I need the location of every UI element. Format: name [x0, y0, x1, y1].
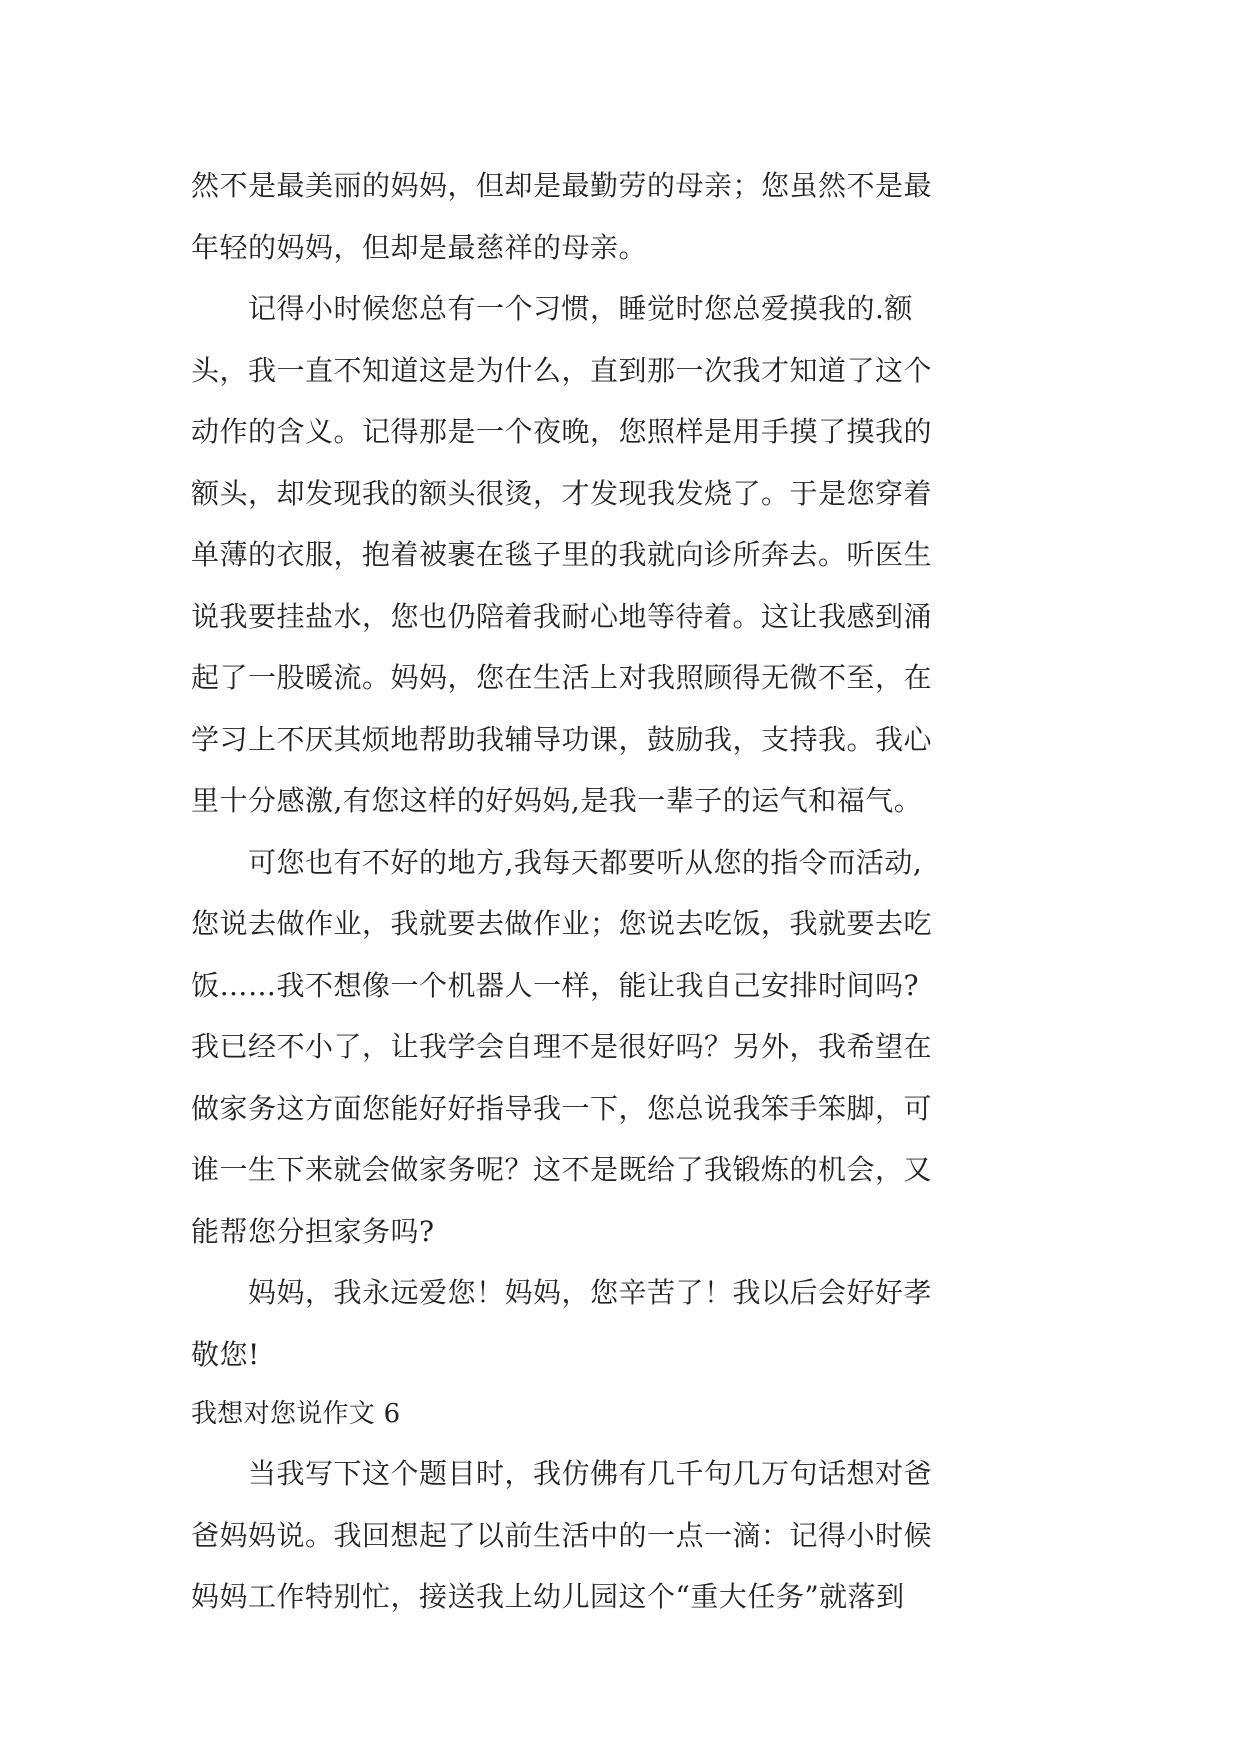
text-line: 记得小时候您总有一个习惯，睡觉时您总爱摸我的.额: [191, 292, 913, 325]
text-line: 然不是最美丽的妈妈，但却是最勤劳的母亲；您虽然不是最: [191, 169, 933, 202]
text-line: 说我要挂盐水，您也仍陪着我耐心地等待着。这让我感到涌: [191, 599, 933, 633]
text-line: 头，我一直不知道这是为什么，直到那一次我才知道了这个: [191, 353, 933, 387]
text-line: 能帮您分担家务吗?: [191, 1214, 435, 1248]
text-line: 学习上不厌其烦地帮助我辅导功课，鼓励我，支持我。我心: [191, 722, 933, 756]
text-line: 可您也有不好的地方,我每天都要听从您的指令而活动,: [191, 845, 923, 879]
text-line: 动作的含义。记得那是一个夜晚，您照样是用手摸了摸我的: [191, 415, 933, 448]
text-line: 敬您!: [191, 1337, 260, 1371]
text-line: 起了一股暖流。妈妈，您在生活上对我照顾得无微不至，在: [191, 661, 933, 694]
text-line: 年轻的妈妈，但却是最慈祥的母亲。: [191, 230, 648, 264]
document-page: [191, 155, 1051, 1628]
text-line: 妈妈，我永远爱您！妈妈，您辛苦了！我以后会好好孝: [191, 1276, 933, 1309]
text-line: 饭……我不想像一个机器人一样，能让我自己安排时间吗?: [191, 968, 920, 1002]
text-line: 您说去做作业，我就要去做作业；您说去吃饭，我就要去吃: [191, 907, 933, 940]
text-line: 爸妈妈说。我回想起了以前生活中的一点一滴：记得小时候: [191, 1518, 933, 1552]
section-heading: 我想对您说作文 6: [191, 1399, 401, 1429]
text-line: 额头，却发现我的额头很烫，才发现我发烧了。于是您穿着: [191, 476, 933, 510]
text-line: 做家务这方面您能好好指导我一下，您总说我笨手笨脚，可: [191, 1091, 933, 1125]
text-line: 单薄的衣服，抱着被裹在毯子里的我就向诊所奔去。听医生: [191, 538, 933, 571]
text-line: 里十分感激,有您这样的好妈妈,是我一辈子的运气和福气。: [191, 784, 923, 817]
text-line: 当我写下这个题目时，我仿佛有几千句几万句话想对爸: [191, 1457, 933, 1490]
text-line: 妈妈工作特别忙，接送我上幼儿园这个“重大任务”就落到: [191, 1580, 905, 1613]
text-line: 谁一生下来就会做家务呢？这不是既给了我锻炼的机会，又: [191, 1153, 933, 1186]
text-line: 我已经不小了，让我学会自理不是很好吗？另外，我希望在: [191, 1030, 933, 1063]
